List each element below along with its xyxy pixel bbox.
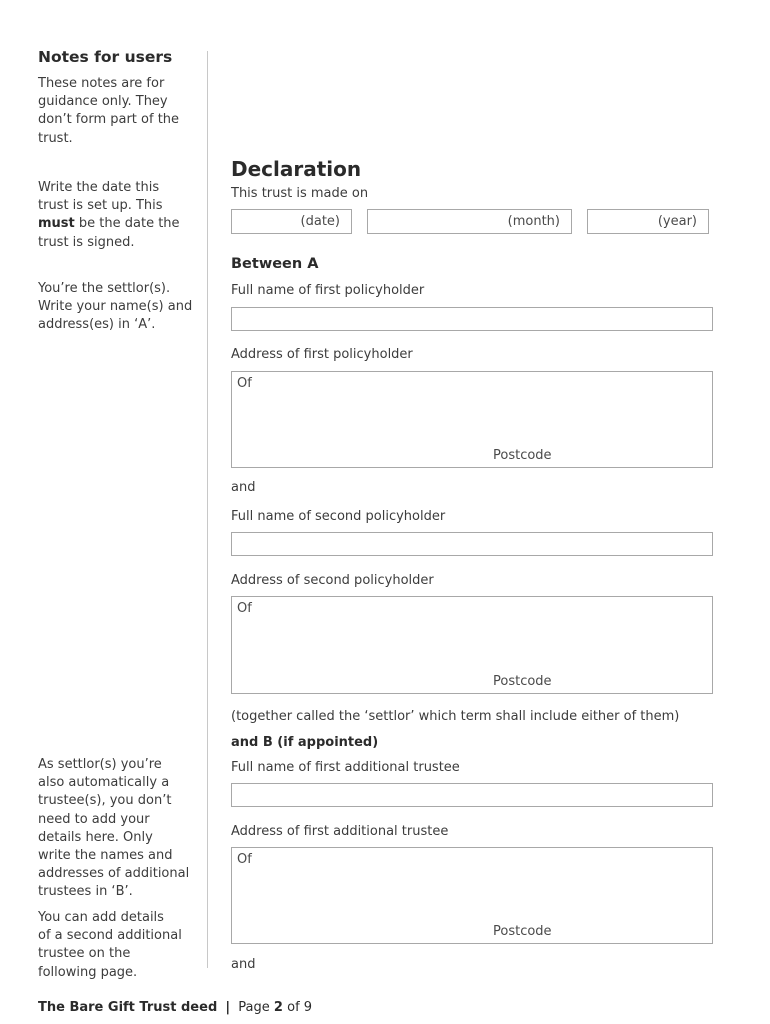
year-placeholder: (year) [657, 214, 697, 229]
made-on-label: This trust is made on [231, 186, 369, 201]
trustee-note-line: write the names and [38, 848, 173, 864]
section-a-title: Between A [231, 256, 319, 272]
first-policyholder-name-input[interactable] [231, 307, 713, 331]
together-text: (together called the ‘settlor’ which term shall include either of them) [231, 709, 680, 724]
and-label: and [231, 957, 256, 972]
postcode-label: Postcode [493, 448, 552, 463]
notes-intro-line: don’t form part of the [38, 112, 180, 128]
date-input[interactable] [231, 209, 352, 234]
second-trustee-note-line: You can add details [38, 910, 164, 925]
trustee-note-line: also automatically a [38, 775, 170, 791]
date-note-line [38, 215, 198, 233]
and-label: and [231, 480, 256, 495]
column-divider [207, 51, 208, 968]
settlor-note-line: address(es) in ‘A’. [38, 317, 156, 333]
second-trustee-note [38, 909, 198, 982]
date-note-line: trust is set up. This [38, 198, 163, 214]
declaration-title: Declaration [231, 157, 362, 181]
footer-page-current: 2 [273, 1000, 283, 1015]
notes-title: Notes for users [38, 48, 173, 66]
date-note-rest: be the date the [74, 216, 180, 232]
settlor-note [38, 280, 198, 335]
second-policyholder-address-label: Address of second policyholder [231, 573, 434, 588]
settlor-note-line: Write your name(s) and [38, 299, 193, 315]
first-trustee-address-input[interactable] [231, 847, 713, 944]
date-note-emphasis: must [38, 216, 75, 232]
second-trustee-note-line: following page. [38, 964, 138, 980]
postcode-label: Postcode [493, 924, 552, 939]
date-note-line: Write the date this [38, 180, 160, 195]
second-trustee-note-line: trustee on the [38, 946, 131, 962]
notes-intro-line: trust. [38, 130, 73, 146]
footer-page-of: of 9 [287, 1000, 313, 1015]
notes-intro [38, 75, 198, 148]
of-label: Of [237, 601, 252, 616]
page-footer [38, 1000, 312, 1015]
footer-doc-title: The Bare Gift Trust deed [38, 1000, 218, 1015]
section-b-title: and B (if appointed) [231, 735, 379, 750]
first-policyholder-name-label: Full name of first policyholder [231, 283, 425, 298]
first-trustee-name-label: Full name of first additional trustee [231, 760, 460, 775]
notes-intro-line: These notes are for [38, 76, 165, 91]
first-trustee-address-label: Address of first additional trustee [231, 824, 449, 839]
second-policyholder-address-input[interactable] [231, 596, 713, 694]
second-policyholder-name-input[interactable] [231, 532, 713, 556]
second-trustee-note-line: of a second additional [38, 928, 182, 944]
first-policyholder-address-input[interactable] [231, 371, 713, 468]
trustee-note-line: need to add your [38, 811, 150, 827]
first-policyholder-address-label: Address of first policyholder [231, 347, 413, 362]
of-label: Of [237, 376, 252, 391]
date-note [38, 179, 198, 252]
footer-separator: | [225, 1000, 231, 1015]
footer-page-word: Page [238, 1000, 270, 1015]
date-placeholder: (date) [300, 214, 340, 229]
trustee-note-line: trustees in ‘B’. [38, 884, 133, 900]
first-trustee-name-input[interactable] [231, 783, 713, 807]
second-policyholder-name-label: Full name of second policyholder [231, 509, 446, 524]
trustee-note-line: addresses of additional [38, 866, 190, 882]
of-label: Of [237, 852, 252, 867]
trustee-note-line: trustee(s), you don’t [38, 793, 172, 809]
date-note-line: trust is signed. [38, 234, 135, 250]
notes-intro-line: guidance only. They [38, 94, 168, 110]
year-input[interactable] [587, 209, 709, 234]
month-placeholder: (month) [507, 214, 560, 229]
postcode-label: Postcode [493, 674, 552, 689]
month-input[interactable] [367, 209, 572, 234]
trustee-note-line: As settlor(s) you’re [38, 757, 162, 772]
trustee-note [38, 756, 198, 902]
trustee-note-line: details here. Only [38, 829, 153, 845]
settlor-note-line: You’re the settlor(s). [38, 281, 171, 296]
